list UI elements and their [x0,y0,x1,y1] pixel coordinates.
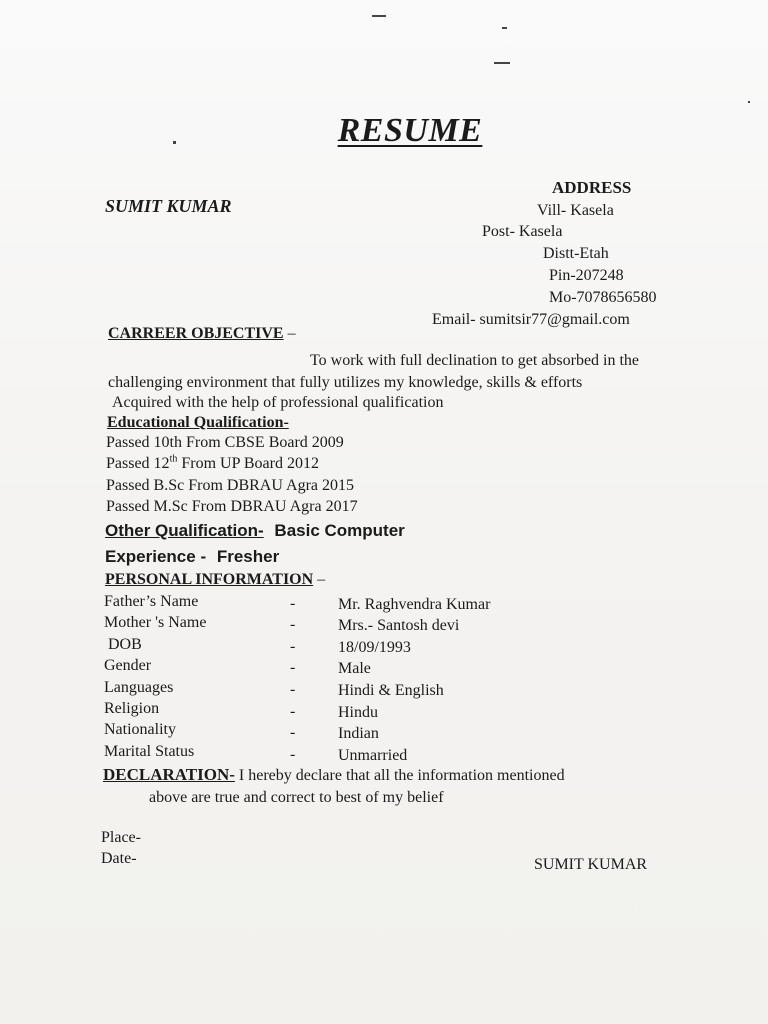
personal-separator: - [290,746,296,763]
education-item-text: From UP Board 2012 [177,455,319,472]
address-line: Pin-207248 [549,267,624,284]
other-qualification-value: Basic Computer [274,521,405,540]
personal-separator: - [290,703,296,720]
personal-label: Mother 's Name [104,614,207,631]
personal-label: Gender [104,657,152,674]
personal-label: DOB [108,636,142,653]
career-objective-dash: – [287,325,296,342]
page-title: RESUME [337,112,483,149]
scan-mark [748,101,750,103]
personal-label: Nationality [104,721,176,738]
personal-separator: - [290,595,296,612]
candidate-name: SUMIT KUMAR [105,196,232,216]
personal-label: Father’s Name [104,593,199,610]
personal-value: Male [338,660,371,677]
personal-value: Hindi & English [338,682,444,699]
career-objective-text: challenging environment that fully utilizes my knowledge, skills & efforts [108,374,583,391]
personal-value: Unmarried [338,747,408,764]
scan-mark [494,62,510,64]
education-item [106,455,319,473]
place-label: Place- [101,829,141,846]
personal-info-heading: PERSONAL INFORMATION [105,571,314,588]
declaration-heading: DECLARATION- [103,765,235,784]
personal-label: Marital Status [104,743,195,760]
address-heading: ADDRESS [552,178,632,197]
address-line: Post- Kasela [482,223,563,240]
personal-separator: - [290,659,296,676]
education-heading: Educational Qualification- [107,414,289,431]
other-qualification-label: Other Qualification- [105,521,264,540]
experience-row [105,547,279,567]
personal-value: Mrs.- Santosh devi [338,617,460,634]
education-item: Passed M.Sc From DBRAU Agra 2017 [106,498,358,515]
career-objective-text: To work with full declination to get absorbed in the [310,352,640,369]
date-label: Date- [101,850,137,867]
declaration-row [103,765,565,785]
personal-value: Mr. Raghvendra Kumar [338,596,491,613]
signature-name: SUMIT KUMAR [534,856,648,873]
personal-value: 18/09/1993 [338,639,411,656]
scan-mark [502,27,507,29]
personal-separator: - [290,681,296,698]
experience-value: Fresher [216,547,280,566]
career-objective-heading-row [108,325,296,343]
education-item: Passed 10th From CBSE Board 2009 [106,434,344,451]
personal-label: Religion [104,700,160,717]
address-line: Vill- Kasela [537,202,614,219]
personal-info-dash: – [317,571,326,588]
personal-value: Indian [338,725,379,742]
education-item-text: Passed 12 [106,455,170,472]
email-line: Email- sumitsir77@gmail.com [432,311,630,328]
declaration-text: above are true and correct to best of my belief [149,789,444,806]
ordinal-suffix: th [169,453,178,465]
personal-separator: - [290,638,296,655]
declaration-text: I hereby declare that all the information mentioned [234,767,565,784]
personal-info-heading-row [105,571,325,589]
address-line: Mo-7078656580 [549,289,657,306]
scan-mark [372,15,386,17]
career-objective-text: Acquired with the help of professional qualification [112,394,444,411]
education-item: Passed B.Sc From DBRAU Agra 2015 [106,477,355,494]
other-qualification-row [105,521,405,541]
address-line: Distt-Etah [543,245,609,262]
experience-label: Experience - [105,547,207,566]
personal-separator: - [290,724,296,741]
personal-label: Languages [104,679,174,696]
career-objective-heading: CARREER OBJECTIVE [108,325,284,342]
personal-separator: - [290,616,296,633]
personal-value: Hindu [338,704,378,721]
